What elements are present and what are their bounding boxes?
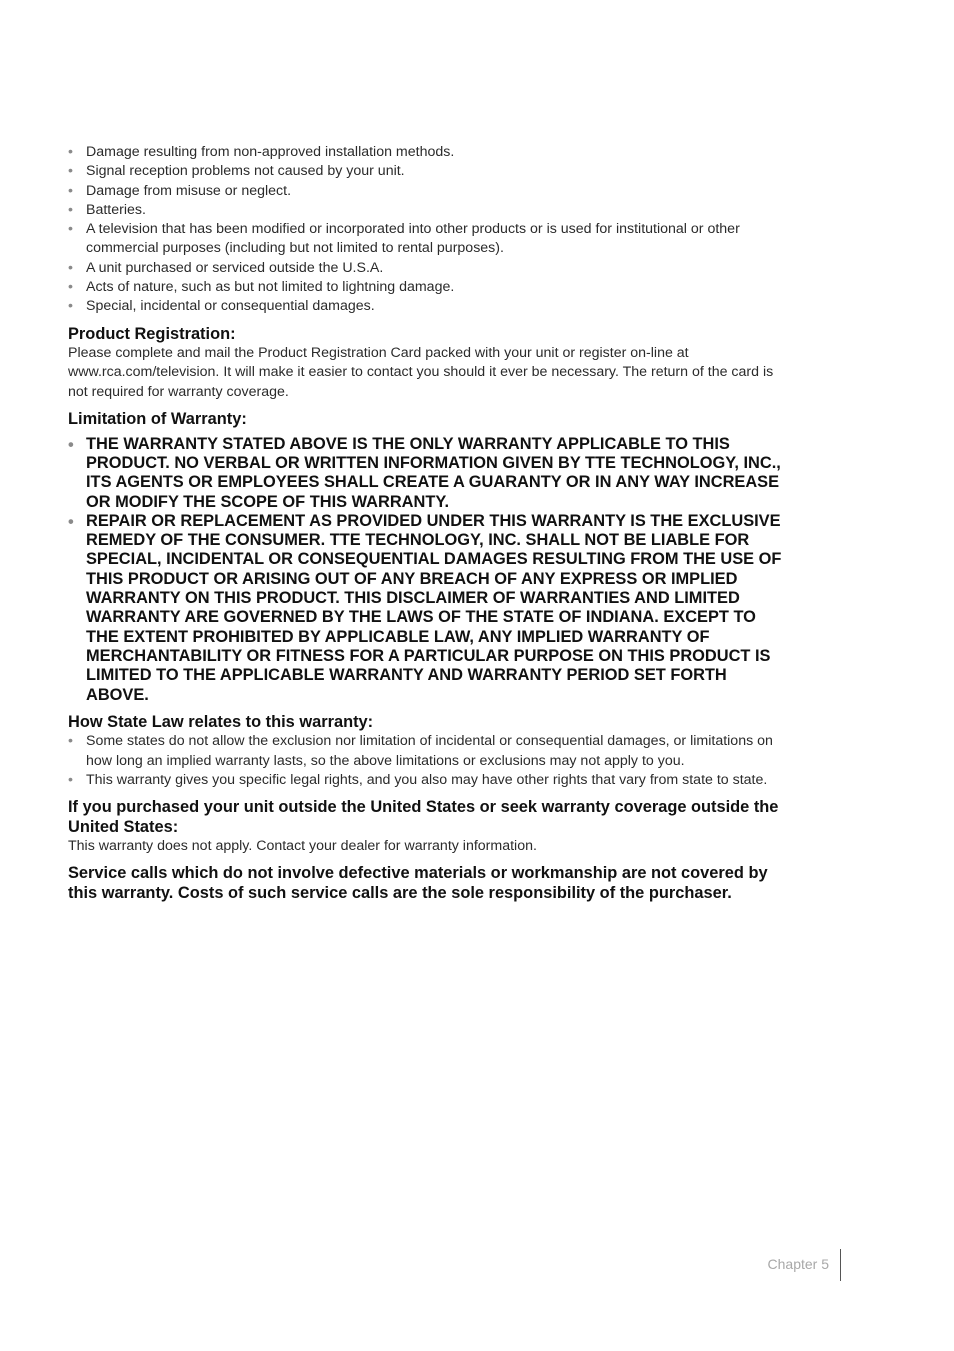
limitation-heading: Limitation of Warranty:	[68, 410, 247, 429]
list-item: • Special, incidental or consequential damages.	[68, 297, 790, 316]
list-item: • THE WARRANTY STATED ABOVE IS THE ONLY WARRANTY APPLICABLE TO THIS PRODUCT. NO VERBAL OR WRITTEN INFORMATION GIVEN BY TTE TECHNOLOGY, INC., ITS AGENTS OR EMPLOYEES SHALL CREATE A GUARANTY OR IN ANY WAY INCREASE OR MODIFY THE SCOPE OF THIS WARRANTY.	[68, 435, 790, 512]
service-calls-notice: Service calls which do not involve defective materials or workmanship are not covered by this warranty. Costs of such service calls are the sole responsibility of the purchaser.	[68, 864, 768, 902]
list-item: • This warranty gives you specific legal rights, and you also may have other rights that vary from state to state.	[68, 771, 790, 790]
list-item: • A unit purchased or serviced outside the U.S.A.	[68, 259, 790, 278]
list-item: • Some states do not allow the exclusion nor limitation of incidental or consequential damages, or limitations on how long an implied warranty lasts, so the above limitations or exclusions may not apply to you.	[68, 732, 790, 771]
list-item: • Batteries.	[68, 201, 790, 220]
list-item: • A television that has been modified or incorporated into other products or is used for institutional or other commercial purposes (including but not limited to rental purposes).	[68, 220, 790, 259]
state-law-list	[68, 732, 790, 790]
list-item: • Damage resulting from non-approved installation methods.	[68, 143, 790, 162]
outside-us-heading: If you purchased your unit outside the United States or seek warranty coverage outside the United States:	[68, 798, 779, 836]
state-law-heading: How State Law relates to this warranty:	[68, 712, 374, 731]
registration-text: Please complete and mail the Product Registration Card packed with your unit or register on-line at www.rca.com/television. It will make it easier to contact you should it ever be necessary. The return of the card is not required for warranty coverage.	[68, 345, 774, 400]
list-item: • REPAIR OR REPLACEMENT AS PROVIDED UNDER THIS WARRANTY IS THE EXCLUSIVE REMEDY OF THE CONSUMER. TTE TECHNOLOGY, INC. SHALL NOT BE LIABLE FOR SPECIAL, INCIDENTAL OR CONSEQUENTIAL DAMAGES RESULTING FROM THE USE OF THIS PRODUCT OR ARISING OUT OF ANY BREACH OF ANY EXPRESS OR IMPLIED WARRANTY ON THIS PRODUCT. THIS DISCLAIMER OF WARRANTIES AND LIMITED WARRANTY ARE GOVERNED BY THE LAWS OF THE STATE OF INDIANA. EXCEPT TO THE EXTENT PROHIBITED BY APPLICABLE LAW, ANY IMPLIED WARRANTY OF MERCHANTABILITY OR FITNESS FOR A PARTICULAR PURPOSE ON THIS PRODUCT IS LIMITED TO THE APPLICABLE WARRANTY AND WARRANTY PERIOD SET FORTH ABOVE.	[68, 512, 790, 705]
list-item: • Signal reception problems not caused by your unit.	[68, 162, 790, 181]
list-item: • Damage from misuse or neglect.	[68, 182, 790, 201]
limitation-list	[68, 435, 790, 705]
footer-divider	[840, 1249, 841, 1281]
exclusions-list	[68, 143, 790, 317]
registration-heading: Product Registration:	[68, 324, 236, 343]
warranty-content	[68, 143, 790, 903]
list-item: • Acts of nature, such as but not limited to lightning damage.	[68, 278, 790, 297]
chapter-label: Chapter 5	[767, 1256, 829, 1272]
outside-us-text: This warranty does not apply. Contact your dealer for warranty information.	[68, 837, 537, 854]
